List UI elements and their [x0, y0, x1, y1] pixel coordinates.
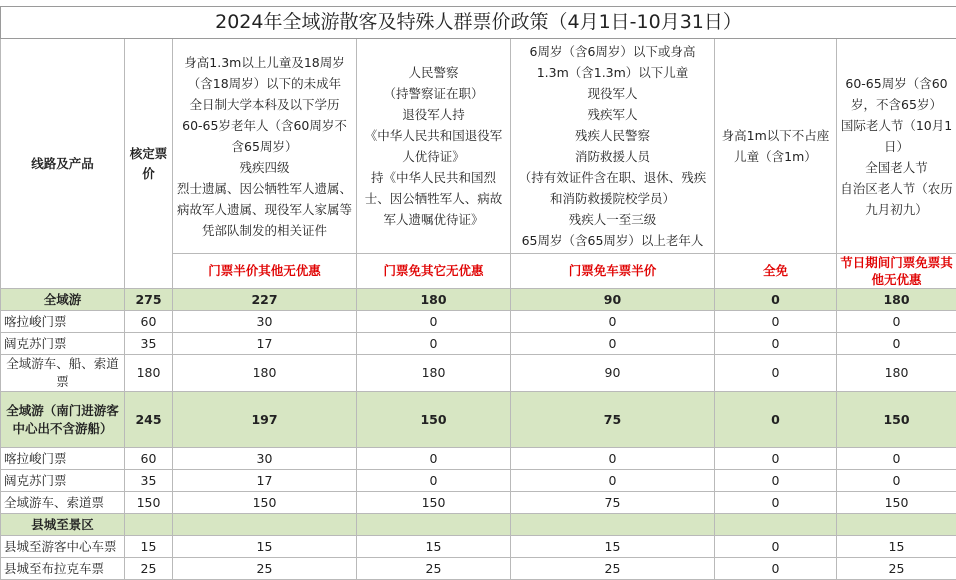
table-row: [1, 470, 956, 492]
price-cell: 180: [837, 355, 956, 392]
list-price: 60: [125, 311, 173, 333]
list-price: [125, 514, 173, 536]
price-cell: 15: [511, 536, 715, 558]
list-price: 245: [125, 392, 173, 448]
price-cell: 0: [715, 470, 837, 492]
table-row: [1, 333, 956, 355]
product-name: 县城至布拉克车票: [1, 558, 125, 580]
price-cell: 17: [173, 333, 357, 355]
product-name: 全域游车、索道票: [1, 492, 125, 514]
header-condition-1: [173, 39, 357, 254]
condition-line: 自治区老人节（农历九月初九）: [840, 178, 953, 220]
price-cell: 0: [715, 392, 837, 448]
policy-label-4: 全免: [715, 254, 837, 289]
price-cell: 0: [511, 448, 715, 470]
price-cell: 25: [837, 558, 956, 580]
product-name: 全域游车、船、索道票: [1, 355, 125, 392]
price-cell: 0: [715, 333, 837, 355]
header-price: 核定票价: [125, 39, 173, 289]
price-cell: 25: [173, 558, 357, 580]
list-price: 150: [125, 492, 173, 514]
price-cell: [173, 514, 357, 536]
table-title: 2024年全域游散客及特殊人群票价政策（4月1日-10月31日）: [1, 7, 956, 39]
condition-line: 国际老人节（10月1日）: [840, 115, 953, 157]
list-price: 35: [125, 470, 173, 492]
condition-line: 全国老人节: [840, 157, 953, 178]
product-name: 县城至游客中心车票: [1, 536, 125, 558]
price-cell: 75: [511, 392, 715, 448]
product-name: 阔克苏门票: [1, 470, 125, 492]
table-row: [1, 492, 956, 514]
table-row: [1, 536, 956, 558]
product-name: 喀拉峻门票: [1, 448, 125, 470]
price-cell: 0: [715, 448, 837, 470]
price-cell: 227: [173, 289, 357, 311]
price-cell: 180: [357, 289, 511, 311]
price-cell: 180: [173, 355, 357, 392]
group-row: [1, 392, 956, 448]
price-cell: 150: [357, 392, 511, 448]
condition-line: 消防救援人员: [514, 146, 711, 167]
price-cell: 180: [837, 289, 956, 311]
policy-label-1: 门票半价其他无优惠: [173, 254, 357, 289]
list-price: 15: [125, 536, 173, 558]
price-cell: 150: [837, 492, 956, 514]
condition-line: 6周岁（含6周岁）以下或身高1.3m（含1.3m）以下儿童: [514, 41, 711, 83]
price-cell: 150: [357, 492, 511, 514]
condition-line: 60-65岁老年人（含60周岁不含65周岁）: [176, 115, 353, 157]
condition-line: 《中华人民共和国退役军人优待证》: [360, 125, 507, 167]
price-cell: [837, 514, 956, 536]
price-cell: 30: [173, 448, 357, 470]
price-cell: 150: [837, 392, 956, 448]
ticket-policy-table: [0, 6, 956, 580]
price-cell: 90: [511, 355, 715, 392]
condition-line: 现役军人: [514, 83, 711, 104]
list-price: 275: [125, 289, 173, 311]
price-cell: 17: [173, 470, 357, 492]
table-row: [1, 558, 956, 580]
price-cell: 0: [357, 448, 511, 470]
policy-label-2: 门票免其它无优惠: [357, 254, 511, 289]
header-condition-5: [837, 39, 956, 254]
price-cell: [511, 514, 715, 536]
price-cell: 15: [173, 536, 357, 558]
condition-line: 持《中华人民共和国烈士、因公牺牲军人、病故军人遗嘱优待证》: [360, 167, 507, 230]
price-cell: 30: [173, 311, 357, 333]
price-cell: 197: [173, 392, 357, 448]
condition-line: （持有效证件含在职、退休、残疾和消防救援院校学员）: [514, 167, 711, 209]
table-row: [1, 311, 956, 333]
price-cell: 180: [357, 355, 511, 392]
product-name: 阔克苏门票: [1, 333, 125, 355]
price-cell: [357, 514, 511, 536]
price-cell: 0: [357, 311, 511, 333]
condition-line: 60-65周岁（含60岁，不含65岁）: [840, 73, 953, 115]
condition-line: 残疾人民警察: [514, 125, 711, 146]
price-cell: 0: [357, 470, 511, 492]
policy-label-5: 节日期间门票免票其他无优惠: [837, 254, 956, 289]
condition-line: 身高1.3m以上儿童及18周岁（含18周岁）以下的未成年: [176, 52, 353, 94]
header-condition-3: [511, 39, 715, 254]
condition-line: （持警察证在职）: [360, 83, 507, 104]
policy-label-3: 门票免车票半价: [511, 254, 715, 289]
condition-line: 残疾四级: [176, 157, 353, 178]
condition-line: 烈士遗属、因公牺牲军人遗属、病故军人遗属、现役军人家属等凭部队制发的相关证件: [176, 178, 353, 241]
price-cell: [715, 514, 837, 536]
price-cell: 0: [837, 333, 956, 355]
price-cell: 0: [715, 536, 837, 558]
condition-line: 残疾人一至三级: [514, 209, 711, 230]
header-condition-4: [715, 39, 837, 254]
price-cell: 0: [715, 355, 837, 392]
price-cell: 75: [511, 492, 715, 514]
group-row: [1, 514, 956, 536]
price-cell: 0: [715, 558, 837, 580]
header-product: 线路及产品: [1, 39, 125, 289]
condition-line: 65周岁（含65周岁）以上老年人: [514, 230, 711, 251]
product-name: 喀拉峻门票: [1, 311, 125, 333]
price-cell: 0: [715, 311, 837, 333]
condition-line: 身高1m以下不占座儿童（含1m）: [718, 125, 833, 167]
condition-line: 残疾军人: [514, 104, 711, 125]
header-condition-2: [357, 39, 511, 254]
product-name: 全域游（南门进游客中心出不含游船）: [1, 392, 125, 448]
condition-line: 人民警察: [360, 62, 507, 83]
price-cell: 0: [511, 333, 715, 355]
table-row: [1, 355, 956, 392]
price-cell: 25: [357, 558, 511, 580]
price-cell: 0: [357, 333, 511, 355]
price-cell: 25: [511, 558, 715, 580]
price-cell: 0: [837, 448, 956, 470]
price-cell: 0: [837, 470, 956, 492]
list-price: 180: [125, 355, 173, 392]
price-cell: 0: [837, 311, 956, 333]
price-cell: 0: [511, 311, 715, 333]
product-name: 全域游: [1, 289, 125, 311]
list-price: 25: [125, 558, 173, 580]
price-cell: 90: [511, 289, 715, 311]
group-row: [1, 289, 956, 311]
price-cell: 0: [511, 470, 715, 492]
price-cell: 0: [715, 289, 837, 311]
list-price: 35: [125, 333, 173, 355]
product-name: 县城至景区: [1, 514, 125, 536]
price-cell: 0: [715, 492, 837, 514]
condition-line: 退役军人持: [360, 104, 507, 125]
table-row: [1, 448, 956, 470]
price-cell: 15: [837, 536, 956, 558]
condition-line: 全日制大学本科及以下学历: [176, 94, 353, 115]
price-cell: 150: [173, 492, 357, 514]
price-cell: 15: [357, 536, 511, 558]
list-price: 60: [125, 448, 173, 470]
